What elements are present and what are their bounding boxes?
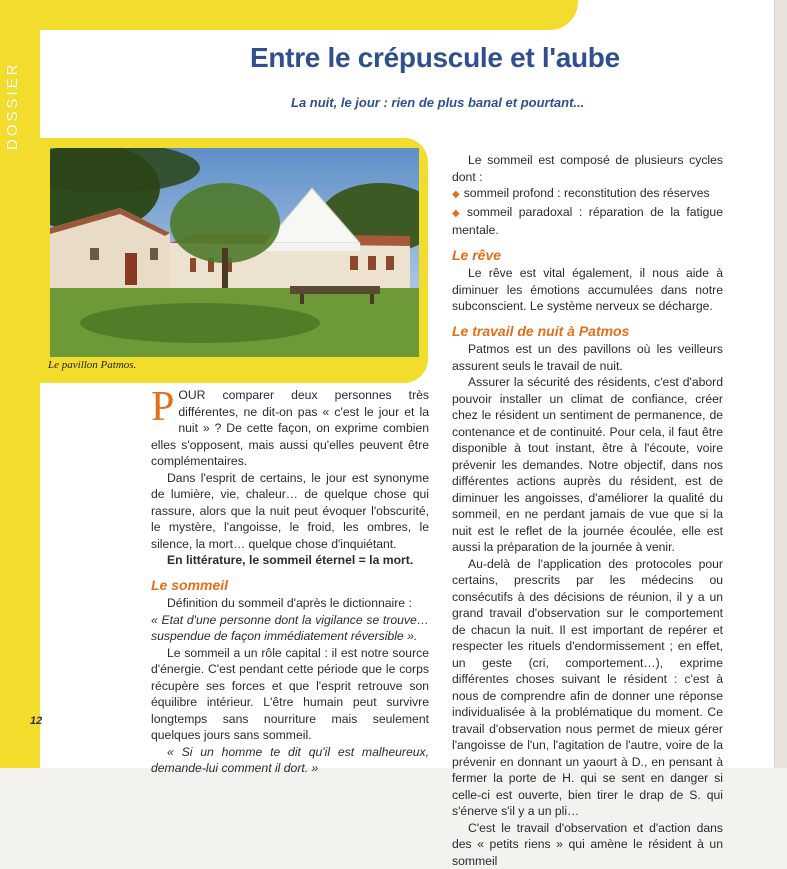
paragraph: Définition du sommeil d'après le dictionnaire :: [151, 595, 429, 612]
heading-sommeil: Le sommeil: [151, 577, 429, 594]
diamond-bullet-icon: ◆: [452, 189, 460, 200]
intro-text: OUR comparer deux personnes très différentes, ne dit-on pas « c'est le jour et la nuit » ? De cette façon, on exprime combien elles s'opposent, mais aussi qu'elles peuvent être complémentaires.: [151, 388, 429, 468]
article-title: Entre le crépuscule et l'aube: [250, 42, 620, 74]
closing-quote: « Si un homme te dit qu'il est malheureux, demande-lui comment il dort. »: [151, 744, 429, 777]
paragraph: Patmos est un des pavillons où les veilleurs assurent seuls le travail de nuit.: [452, 341, 723, 374]
paragraph: Assurer la sécurité des résidents, c'est d'abord pouvoir installer un climat de confiance, créer chez le résident un sentiment de permanence, de contenance et de continuité. Pour cela, il faut être disponible à tout instant, être à l'écoute, voire prévenir les demandes. Notre objectif, dans nos différentes actions auprès du résident, est de diminuer les angoisses, d'améliorer la qualité du sommeil, en ne perdant jamais de vue que si la nuit est le reflet de la journée écoulée, elle est aussi la préparation de la journée à venir.: [452, 374, 723, 556]
paragraph: Le sommeil a un rôle capital : il est notre source d'énergie. C'est pendant cette période que le corps récupère ses forces et que l'esprit retrouve son équilibre intérieur. L'être humain peut survivre longtemps sans nourriture mais seulement quelques jours sans sommeil.: [151, 645, 429, 744]
next-page-edge: [774, 0, 787, 768]
drop-cap: P: [151, 389, 174, 425]
bold-statement: En littérature, le sommeil éternel = la mort.: [151, 552, 429, 569]
pavilion-photo: [50, 148, 419, 357]
bullet-item: ◆ sommeil paradoxal : réparation de la fatigue mentale.: [452, 204, 723, 239]
page-number: 12: [30, 715, 42, 727]
definition-quote: « Etat d'une personne dont la vigilance se trouve…suspendue de façon immédiatement réversible ».: [151, 612, 429, 645]
diamond-bullet-icon: ◆: [452, 208, 463, 219]
bullet-item: ◆ sommeil profond : reconstitution des réserves: [452, 185, 723, 204]
heading-reve: Le rêve: [452, 247, 723, 264]
heading-travail-de-nuit: Le travail de nuit à Patmos: [452, 323, 723, 340]
paragraph: Au-delà de l'application des protocoles pour certains, prescrits par les médecins ou consécutifs à des décisions de réunion, il y a un grand travail d'observation sur le comportement de chacun la nuit. Il est important de repérer et respecter les rituels d'endormissement ; en effet, un geste (cri, comportement…), exprime différentes choses suivant le résident : c'est à nous de comprendre afin de donner une réponse individualisée à la problématique du moment. Ce travail d'observation nous permet de mieux gérer l'angoisse de l'un, l'agitation de l'autre, voire de la prévenir en donnant un yaourt à D., en pensant à fermer la porte de H. qui se sent en danger si celle-ci est ouverte, bien tirer le drap de S. qui s'énerve s'il y a un pli…: [452, 556, 723, 820]
paragraph: Le rêve est vital également, il nous aide à diminuer les émotions accumulées dans notre subconscient. Le système nerveux se décharge.: [452, 265, 723, 315]
left-column: [151, 387, 429, 777]
right-column: [452, 152, 723, 869]
article-subtitle: La nuit, le jour : rien de plus banal et pourtant...: [291, 95, 584, 110]
yellow-top-band: [0, 0, 578, 30]
paragraph: C'est le travail d'observation et d'action dans des « petits riens » qui amène le résident à un sommeil: [452, 820, 723, 869]
paragraph: Le sommeil est composé de plusieurs cycles dont :: [452, 152, 723, 185]
photo-caption: Le pavillon Patmos.: [48, 359, 136, 371]
paragraph: Dans l'esprit de certains, le jour est synonyme de lumière, vie, chaleur… de quelque chose qui rassure, alors que la nuit peut évoquer l'obscurité, le mystère, l'angoisse, le froid, les ombres, le silence, la mort… quelque chose d'inquiétant.: [151, 470, 429, 553]
section-label: DOSSIER: [4, 40, 36, 150]
intro-paragraph: [151, 387, 429, 470]
pavilion-photo-illustration: [50, 148, 419, 357]
